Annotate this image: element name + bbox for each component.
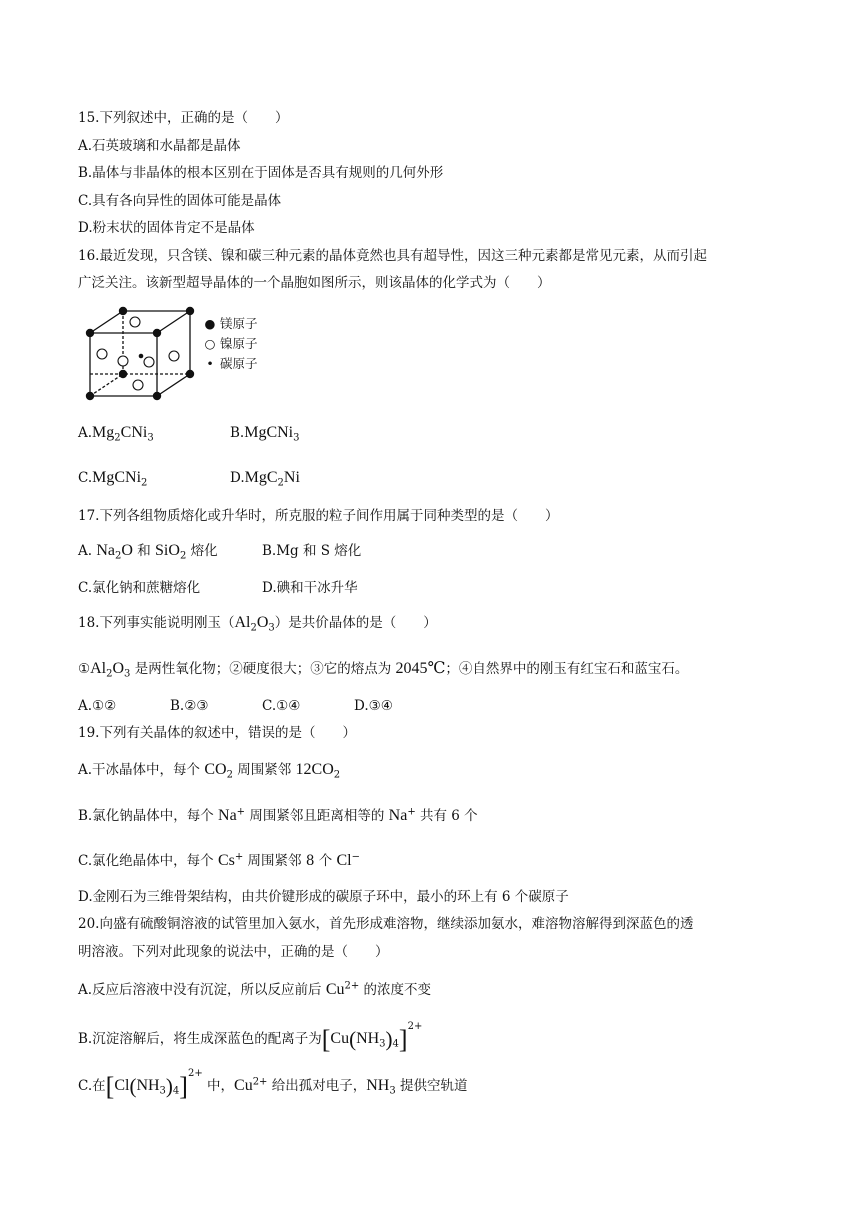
q20-stem-line1: 20.向盛有硫酸铜溶液的试管里加入氨水，首先形成难溶物，继续添加氨水，难溶物溶解得到深蓝色的透 xyxy=(78,916,694,932)
hollow-circle-icon: ○ xyxy=(204,336,216,351)
q18-option-d: D.③④ xyxy=(354,698,393,714)
q20-stem-line2: 明溶液。下列对此现象的说法中，正确的是（ ） xyxy=(78,944,389,960)
q15-stem: 15.下列叙述中，正确的是（ ） xyxy=(78,110,289,126)
carbon-atom xyxy=(139,354,144,359)
q17-option-d: D.碘和干冰升华 xyxy=(262,580,358,596)
q19-option-c: C.氯化绝晶体中，每个 Cs+ 周围紧邻 8 个 Cl− xyxy=(78,851,361,869)
q20-option-c: C.在$[Cl(NH_3)_4]^{2+}$ 中，$Cu^{2+}$ 给出孤对电子，$NH_3$ 提供空轨道 xyxy=(78,1068,468,1101)
legend-carbon: • 碳原子 xyxy=(204,356,258,372)
q16-stem-line2: 广泛关注。该新型超导晶体的一个晶胞如图所示，则该晶体的化学式为（ ） xyxy=(78,275,551,291)
q17-stem: 17.下列各组物质熔化或升华时，所克服的粒子间作用属于同种类型的是（ ） xyxy=(78,508,559,524)
q15-option-b: B.晶体与非晶体的根本区别在于固体是否具有规则的几何外形 xyxy=(78,165,444,181)
q19-option-a: A.干冰晶体中，每个 $CO_2$ 周围紧邻 $12CO_2$ xyxy=(78,761,341,781)
q19-stem: 19.下列有关晶体的叙述中，错误的是（ ） xyxy=(78,725,356,741)
q17-option-a: A. $Na_2O$ 和 SiO$_2$ 熔化 xyxy=(78,542,218,562)
legend-magnesium: ● 镁原子 xyxy=(204,316,258,331)
legend-nickel: ○ 镍原子 xyxy=(204,336,258,351)
small-dot-icon: • xyxy=(206,356,214,371)
q18-option-a: A.①② xyxy=(78,698,117,714)
q20-option-a: A.反应后溶液中没有沉淀，所以反应前后 $Cu^{2+}$ 的浓度不变 xyxy=(78,980,432,998)
q20-option-b: B.沉淀溶解后，将生成深蓝色的配离子为$[Cu(NH_3)_4]^{2+}$ xyxy=(78,1021,423,1054)
nickel-atoms xyxy=(97,317,179,390)
q15-option-c: C.具有各向异性的固体可能是晶体 xyxy=(78,193,282,209)
filled-circle-icon: ● xyxy=(204,316,216,331)
q19-option-b: B.氯化钠晶体中，每个 Na+ 周围紧邻且距离相等的 Na+ 共有 6 个 xyxy=(78,806,478,824)
q18-option-c: C.①④ xyxy=(262,698,301,714)
q15-option-a: A.石英玻璃和水晶都是晶体 xyxy=(78,138,241,154)
q16-stem-line1: 16.最近发现，只含镁、镍和碳三种元素的晶体竟然也具有超导性，因这三种元素都是常见元素，从而引起 xyxy=(78,248,707,264)
q16-option-c: C.MgCNi$_2$ xyxy=(78,469,148,489)
q17-option-b: B.Mg 和 S 熔化 xyxy=(262,543,362,559)
q15-option-d: D.粉末状的固体肯定不是晶体 xyxy=(78,220,255,236)
q16-option-b: B.MgCNi$_3$ xyxy=(230,424,300,444)
q16-option-d: D.MgC$_2$Ni xyxy=(230,469,300,489)
q18-stem: 18.下列事实能说明刚玉$(Al_2O_3)$是共价晶体的是（ ） xyxy=(78,614,437,634)
q18-option-b: B.②③ xyxy=(170,698,209,714)
q19-option-d: D.金刚石为三维骨架结构，由共价键形成的碳原子环中，最小的环上有 6 个碳原子 xyxy=(78,889,569,905)
q18-facts: $①Al_2O_3$ 是两性氧化物；②硬度很大；③它的熔点为 2045℃；④自然界中的刚玉有红宝石和蓝宝石。 xyxy=(78,660,689,680)
q16-option-a: $A.Mg_2CNi_3$ xyxy=(78,424,154,444)
crystal-cell-diagram xyxy=(78,300,203,405)
q17-option-c: C.氯化钠和蔗糖熔化 xyxy=(78,580,201,596)
